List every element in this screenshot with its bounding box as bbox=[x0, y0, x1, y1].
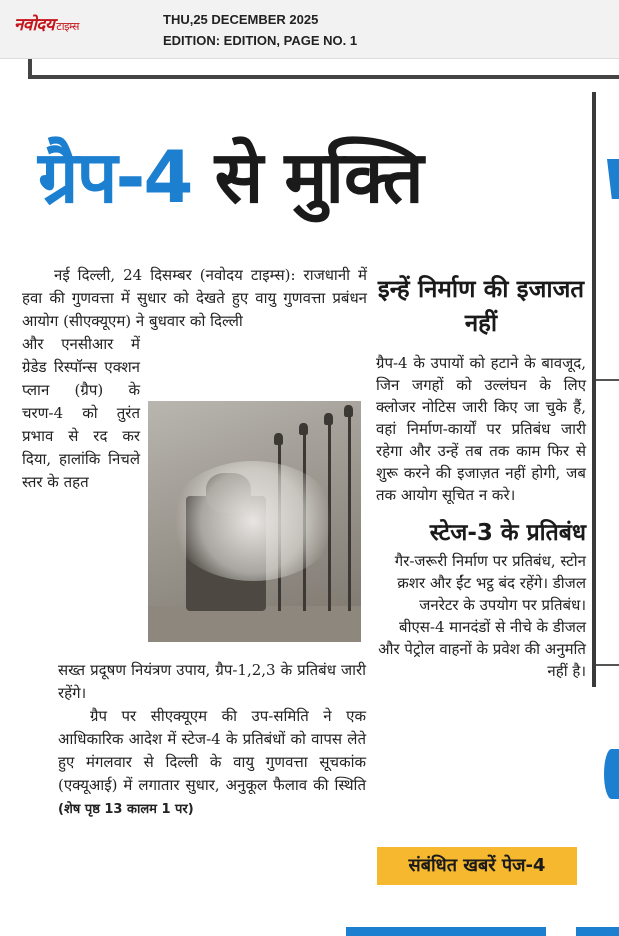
article-para1-lead: नई दिल्ली, 24 दिसम्बर (नवोदय टाइम्स): राजधानी में हवा की गुणवत्ता में सुधार को देखते हुए वायु गुणवत्ता प्रबंधन आयोग (सीएक्यूएम) ने बुधवार को दिल्ली bbox=[22, 266, 367, 330]
headline bbox=[38, 117, 598, 237]
next-story-fragment bbox=[36, 904, 619, 936]
column-divider bbox=[596, 664, 619, 666]
column-divider bbox=[596, 379, 619, 381]
sidebar-heading-construction: इन्हें निर्माण की इजाजत नहीं bbox=[377, 275, 585, 337]
newspaper-logo[interactable] bbox=[14, 12, 79, 35]
edition-meta bbox=[163, 9, 357, 51]
next-story-bar bbox=[576, 927, 619, 936]
next-story-bar bbox=[346, 927, 546, 936]
continued-notice[interactable]: (शेष पृष्ठ 13 कालम 1 पर) bbox=[58, 802, 194, 817]
article-para2 bbox=[58, 705, 366, 821]
frame-divider bbox=[28, 59, 619, 79]
sidebar-body-stage3: गैर-जरूरी निर्माण पर प्रतिबंध, स्टोन क्रशर और ईंट भट्ठ बंद रहेंगे। डीजल जनरेटर के उपयोग पर प्रतिबंध। बीएस-4 मानदंडों से नीचे के डीजल और पेट्रोल वाहनों के प्रवेश की अनुमति नहीं है। bbox=[378, 552, 586, 680]
photo-lamp bbox=[274, 433, 283, 445]
masthead-bar bbox=[0, 0, 619, 59]
photo-lamp-pole bbox=[348, 413, 351, 611]
photo-lamp bbox=[324, 413, 333, 425]
sidebar-box bbox=[376, 272, 586, 682]
date-line: THU,25 DECEMBER 2025 bbox=[163, 12, 319, 27]
photo-lamp bbox=[299, 423, 308, 435]
article-photo-smog-gun[interactable] bbox=[148, 401, 361, 642]
adjacent-story-fragment bbox=[604, 749, 619, 799]
related-news-badge[interactable]: संबंधित खबरें पेज-4 bbox=[377, 847, 577, 885]
sidebar-heading-stage3: स्टेज-3 के प्रतिबंध bbox=[429, 520, 586, 546]
article-para1-wrap: और एनसीआर में ग्रेडेड रिस्पॉन्स एक्शन प्लान (ग्रैप) के चरण-4 को तुरंत प्रभाव से रद कर दिया, हालांकि निचले स्तर के तहत bbox=[22, 335, 140, 491]
sidebar-body-construction: ग्रैप-4 के उपायों को हटाने के बावजूद, जिन जगहों को उल्लंघन के लिए क्लोजर नोटिस जारी किए जा चुके हैं, वहां निर्माण-कार्यों पर प्रतिबंध जारी रहेगा और उन्हें तब तक काम फिर से शुरू करने की इजाज़त नहीं होगी, जब तक आयोग सूचित न करे। bbox=[376, 354, 586, 504]
photo-lamp bbox=[344, 405, 353, 417]
headline-part2: से मुक्ति bbox=[214, 135, 422, 219]
article-para2-text: ग्रैप पर सीएक्यूएम की उप-समिति ने एक आधिकारिक आदेश में स्टेज-4 के प्रतिबंधों को वापस लेते हुए मंगलवार से दिल्ली के वायु गुणवत्ता सूचकांक (एक्यूआई) में लगातार सुधार, अनुकूल फैलाव की स्थिति bbox=[58, 707, 366, 794]
logo-sub: टाइम्स bbox=[56, 20, 79, 33]
article-para1-tail: सख्त प्रदूषण नियंत्रण उपाय, ग्रैप-1,2,3 के प्रतिबंध जारी रहेंगे। bbox=[58, 661, 366, 702]
logo-text: नवोदय bbox=[14, 15, 55, 35]
photo-road bbox=[148, 606, 361, 642]
headline-part1: ग्रैप-4 bbox=[38, 135, 192, 219]
newspaper-page bbox=[0, 59, 619, 936]
article-body-lower bbox=[58, 659, 366, 821]
photo-mist-spray bbox=[168, 461, 338, 581]
adjacent-story-fragment bbox=[607, 159, 619, 199]
edition-line: EDITION: EDITION, PAGE NO. 1 bbox=[163, 33, 358, 48]
